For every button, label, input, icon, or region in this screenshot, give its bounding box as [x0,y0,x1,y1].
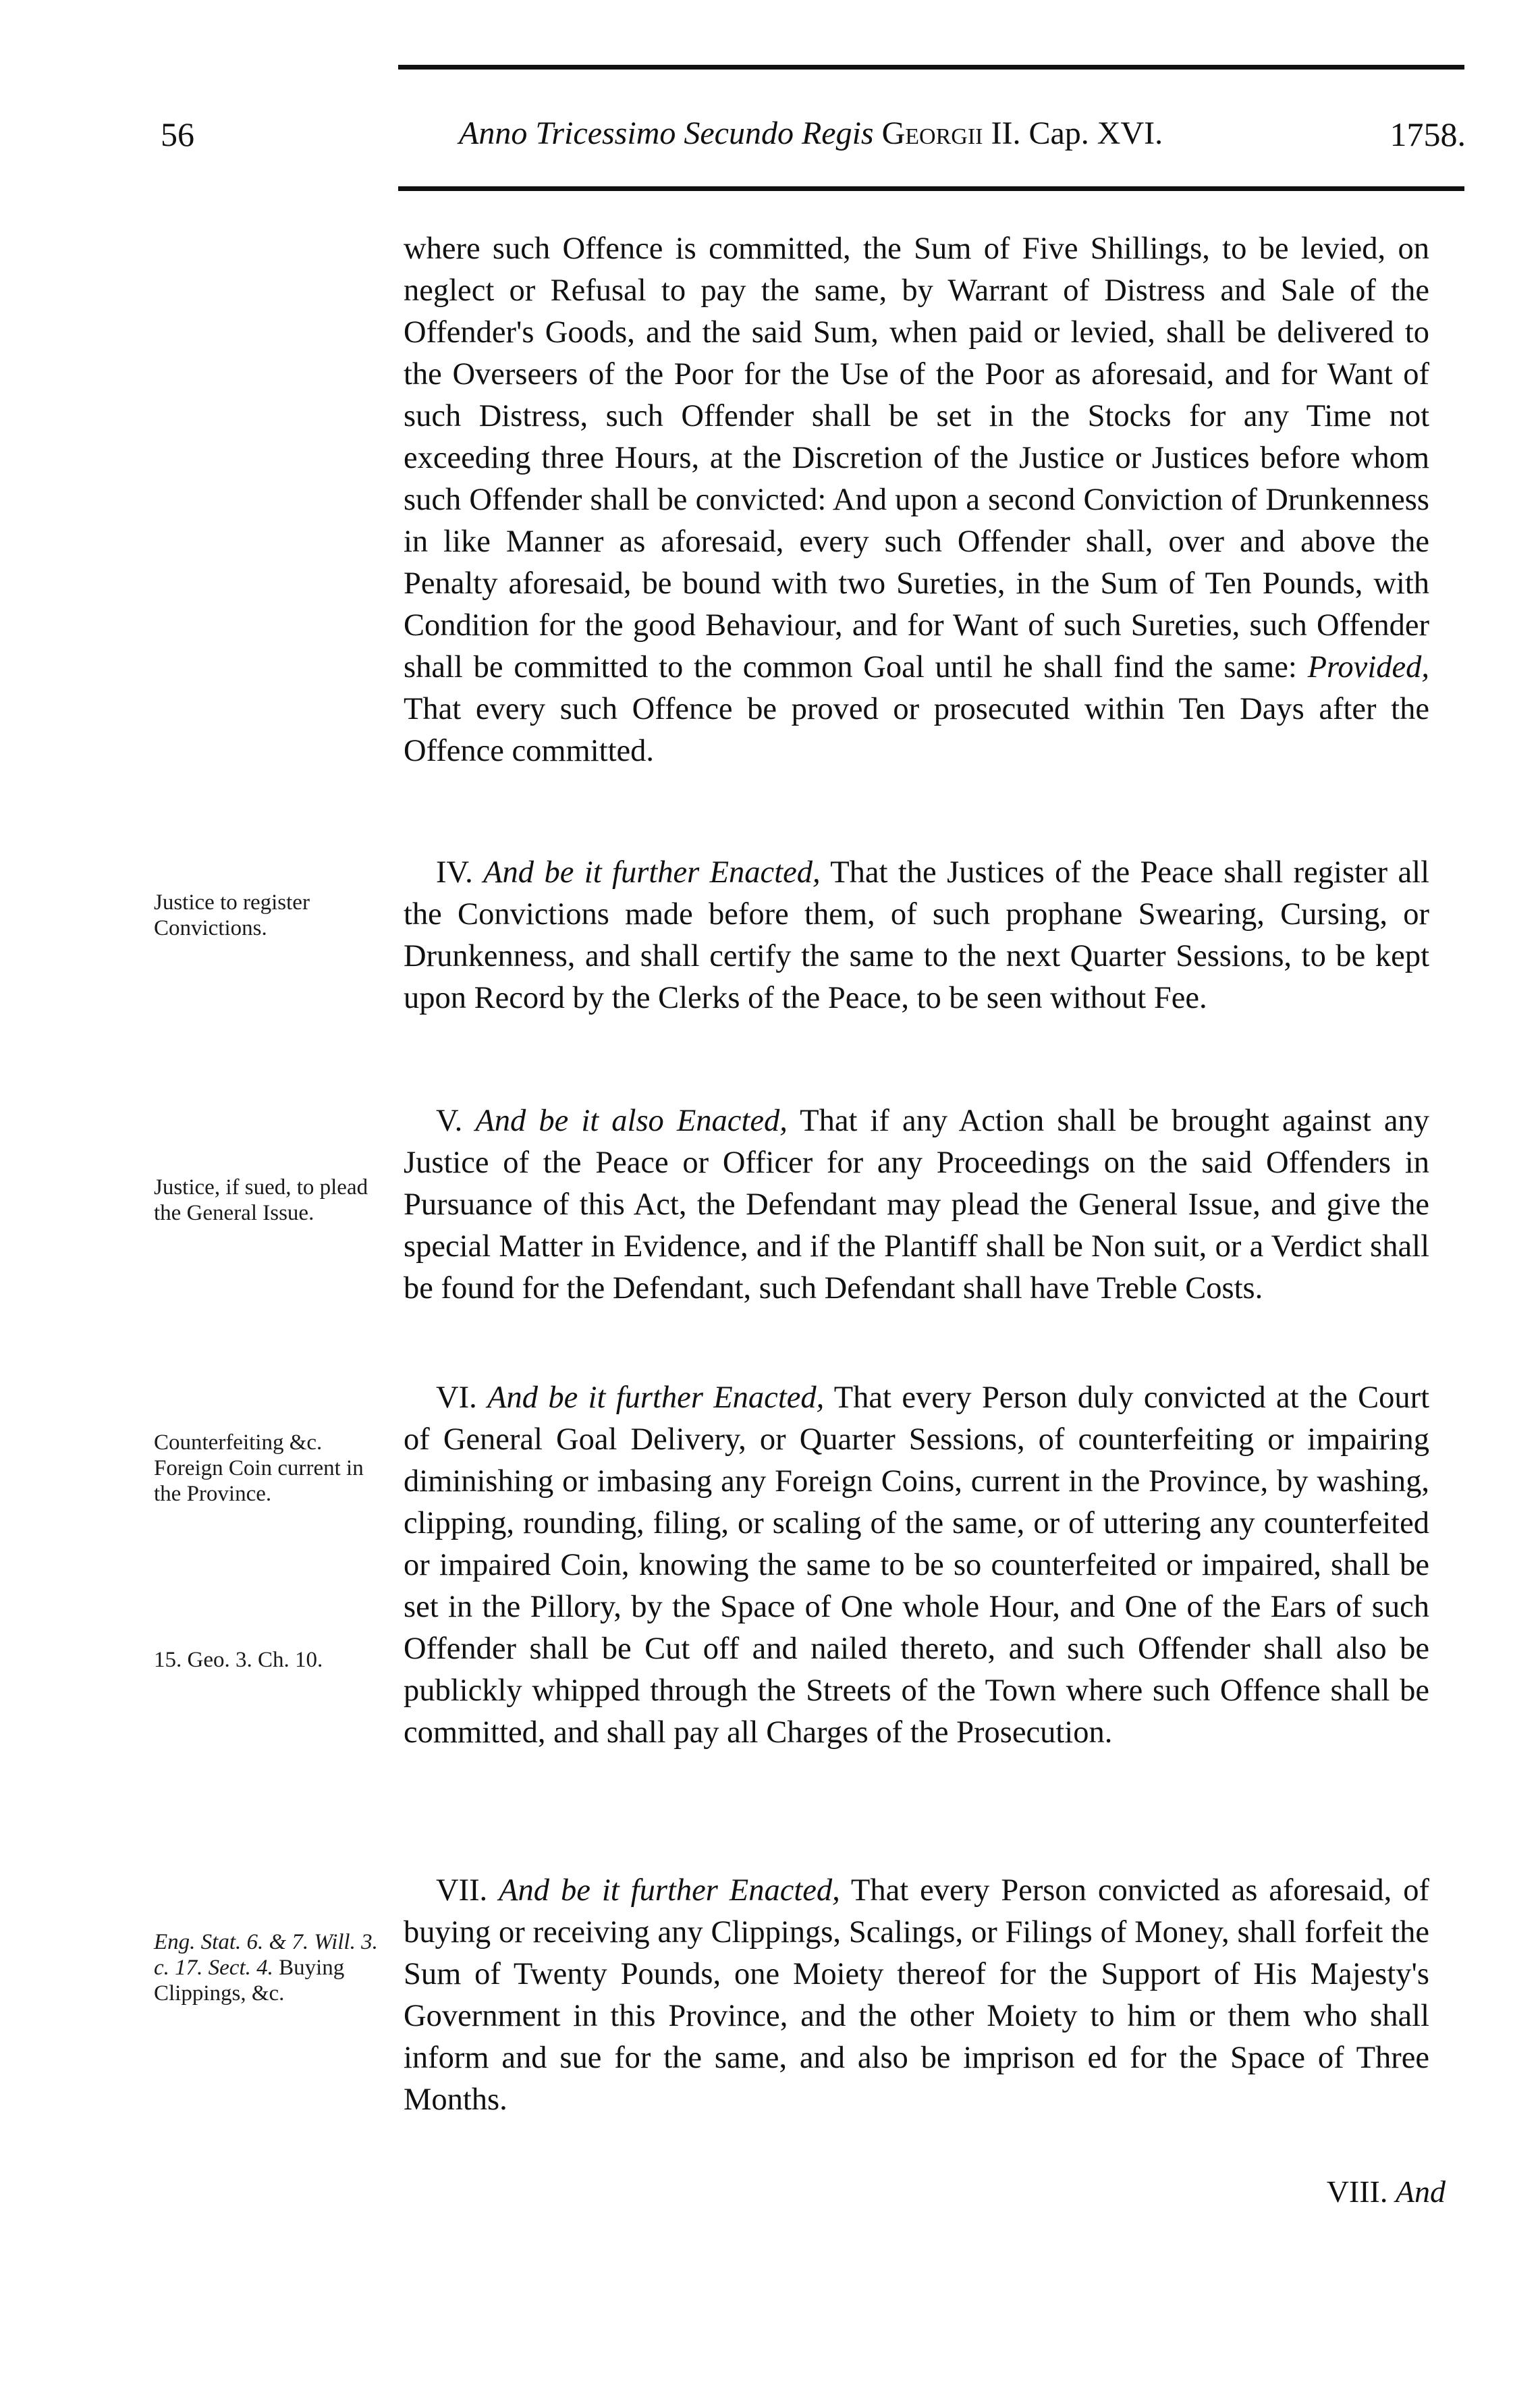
margin-note-statute: 15. Geo. 3. Ch. 10. [154,1648,323,1672]
section-vii [404,1870,1429,2121]
paragraph-text-end: That every such Offence be proved or prosecuted within Ten Days after the Offence committed. [404,692,1429,768]
enacting-clause: And be it further Enacted, [483,855,821,890]
catchword-number: VIII. [1326,2174,1388,2209]
section-text: That every Person duly convicted at the Court of General Goal Delivery, or Quarter Sessions, of counterfeiting or impairing diminishing or imbasing any Foreign Coins, current in the Province, by washing, clipping, rounding, filing, or scaling of the same, or of uttering any counterfeited or impaired Coin, knowing the same to be so counterfeited or impaired, shall be set in the Pillory, by the Space of One whole Hour, and One of the Ears of such Offender shall be Cut off and nailed thereto, and such Offender shall also be publickly whipped through the Streets of the Town where such Offence shall be committed, and shall pay all Charges of the Prosecution. [404,1380,1429,1750]
header-rule [398,186,1464,191]
enacting-clause: And be it further Enacted, [499,1873,840,1908]
section-text: That if any Action shall be brought against any Justice of the Peace or Officer for any Proceedings on the said Offenders in Pursuance of this Act, the Defendant may plead the General Issue, and give the special Matter in Evidence, and if the Plantiff shall be Non suit, or a Verdict shall be found for the Defendant, such Defendant shall have Treble Costs. [404,1104,1430,1306]
section-number: IV. [436,855,473,890]
section-text: That the Justices of the Peace shall register all the Convictions made before them, of such prophane Swearing, Cursing, or Drunkenness, and shall certify the same to the next Quarter Sessions, to be kept upon Record by the Clerks of the Peace, to be seen without Fee. [404,855,1429,1015]
margin-note-buying: Buying Clippings, &c. [154,1956,345,2006]
enacting-clause: And be it further Enacted, [487,1380,825,1415]
running-head-chapter: II. Cap. XVI. [991,115,1163,151]
running-head [459,115,1309,152]
proviso-word: Provided, [1307,650,1430,684]
paragraph-continued [404,228,1429,772]
margin-note-general-issue: Justice, if sued, to plead the General Issue. [154,1175,368,1225]
enacting-clause: And be it also Enacted, [475,1104,788,1138]
catchword-word: And [1395,2174,1446,2209]
margin-note-register: Justice to register Convictions. [154,890,310,940]
section-number: VII. [436,1873,488,1908]
running-head-title: Anno Tricessimo Secundo Regis [459,115,874,151]
section-number: VI. [436,1380,477,1415]
year: 1758. [1390,115,1466,153]
margin-note-english-statute: Eng. Stat. 6. & 7. Will. 3. c. 17. Sect. 4. [154,1930,378,1980]
section-iv [404,852,1429,1019]
top-rule [398,65,1464,70]
section-v [404,1100,1429,1310]
running-head-king: Georgii [881,115,983,151]
section-vi [404,1377,1429,1754]
page-number: 56 [161,115,194,153]
section-text: That every Person convicted as aforesaid, of buying or receiving any Clippings, Scalings, or Filings of Money, shall forfeit the Sum of Twenty Pounds, one Moiety thereof for the Support of His Majesty's Government in this Province, and the other Moiety to him or them who shall inform and sue for the same, and also be imprison ed for the Space of Three Months. [404,1873,1430,2117]
catchword [1327,2174,1446,2209]
margin-note-clippings [154,1929,387,2006]
margin-note-counterfeiting: Counterfeiting &c. Foreign Coin current in the Province. [154,1430,364,1506]
paragraph-text: where such Offence is committed, the Sum of Five Shillings, to be levied, on neglect or Refusal to pay the same, by Warrant of Distress and Sale of the Offender's Goods, and the said Sum, when paid or levied, shall be delivered to the Overseers of the Poor for the Use of the Poor as aforesaid, and for Want of such Distress, such Offender shall be set in the Stocks for any Time not exceeding three Hours, at the Discretion of the Justice or Justices before whom such Offender shall be convicted: And upon a second Conviction of Drunkenness in like Manner as aforesaid, every such Offender shall, over and above the Penalty aforesaid, be bound with two Sureties, in the Sum of Ten Pounds, with Condition for the good Behaviour, and for Want of such Sureties, such Offender shall be committed to the common Goal until he shall find the same: [404,232,1429,684]
section-number: V. [436,1104,463,1138]
